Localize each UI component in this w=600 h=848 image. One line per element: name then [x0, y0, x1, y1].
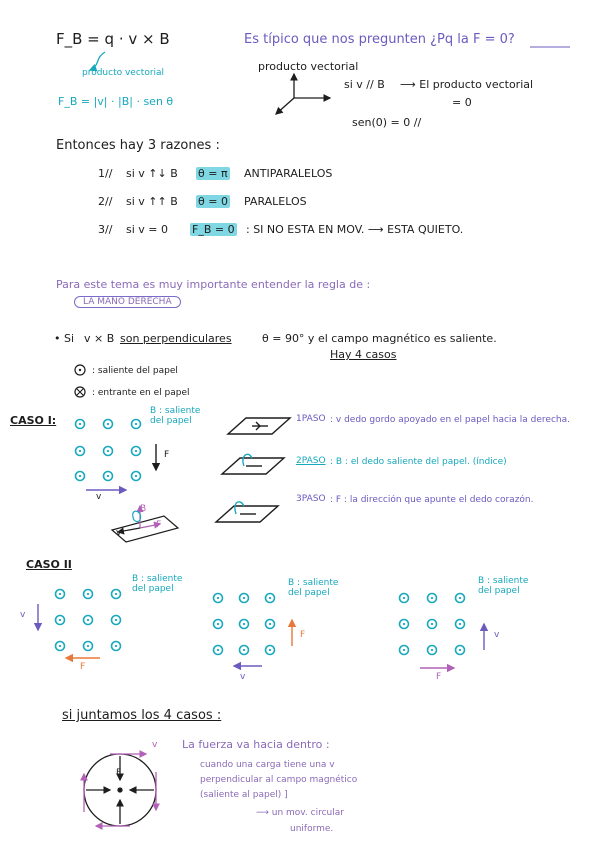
step2-tag: 2PASO — [296, 456, 326, 466]
razon-2-angle: θ = 0 — [198, 195, 228, 208]
step-plane-1 — [228, 418, 290, 434]
razon-3-result: : SI NO ESTA EN MOV. ⟶ ESTA QUIETO. — [246, 223, 464, 236]
parallel-result: ⟶ El producto vectorial — [400, 78, 534, 91]
caso1-title: CASO I: — [10, 414, 57, 427]
caso2-p1-f: F — [80, 662, 86, 672]
producto-vectorial-label: producto vectorial — [82, 68, 165, 78]
perp-vectors: v × B — [84, 332, 115, 345]
razon-3-num: 3// — [98, 223, 113, 236]
razon-1-cond: si v ↑↓ B — [126, 167, 178, 180]
razon-2-num: 2// — [98, 195, 113, 208]
hand-v-label: v — [116, 528, 122, 538]
razon-1-angle: θ = π — [198, 167, 228, 180]
razon-3-cond: si v = 0 — [126, 223, 169, 236]
step-plane-2 — [222, 454, 284, 474]
mano-intro: Para este tema es muy importante entender la regla de : — [56, 278, 371, 291]
equals-zero: = 0 — [452, 96, 472, 109]
perp-main: son perpendiculares — [120, 332, 232, 345]
caso2-b-label-1: B : saliente del papel — [132, 574, 183, 594]
legend-saliente-icon — [75, 365, 85, 375]
cases-count: Hay 4 casos — [330, 348, 397, 361]
perp-prefix: • Si — [54, 332, 75, 345]
caso1-field-grid — [76, 420, 141, 481]
pv-label: producto vectorial — [258, 60, 359, 73]
legend-saliente: : saliente del papel — [92, 366, 178, 376]
razon-1-result: ANTIPARALELOS — [244, 167, 333, 180]
step1-text: : v dedo gordo apoyado en el papel hacia la derecha. — [330, 415, 570, 425]
razon-2-cond: si v ↑↑ B — [126, 195, 178, 208]
juntamos-line1: La fuerza va hacia dentro : — [182, 738, 330, 751]
legend-entrante: : entrante en el papel — [92, 388, 190, 398]
circular-motion-diagram — [84, 754, 156, 826]
modulo-formula: F_B = |v| · |B| · sen θ — [58, 95, 174, 108]
razon-2-result: PARALELOS — [244, 195, 307, 208]
juntamos-title: si juntamos los 4 casos : — [62, 708, 222, 723]
circle-v-label: v — [152, 740, 158, 750]
parallel-condition: si v // B — [344, 78, 385, 91]
sin-zero: sen(0) = 0 // — [352, 116, 422, 129]
juntamos-line5: ⟶ un mov. circular — [256, 808, 344, 818]
caso1-v-label: v — [96, 492, 102, 502]
juntamos-line2: cuando una carga tiene una v — [200, 760, 335, 770]
circle-f-label: F — [116, 768, 122, 778]
juntamos-line3: perpendicular al campo magnético — [200, 775, 358, 785]
hand-diagram — [112, 506, 178, 542]
caso2-p3-v: v — [494, 630, 500, 640]
lorentz-formula: F_B = q · v × B — [56, 30, 170, 48]
caso2-panel3-grid — [400, 594, 465, 655]
juntamos-line4: (saliente al papel) ] — [200, 790, 288, 800]
caso2-panel2-grid — [214, 594, 275, 655]
mano-derecha-box: LA MANO DERECHA — [74, 296, 181, 308]
curl-arrow — [90, 52, 105, 70]
caso1-b-label: B : saliente del papel — [150, 406, 201, 426]
caso2-p3-f: F — [436, 672, 442, 682]
axes-3d-icon — [276, 74, 330, 114]
razon-3-angle: F_B = 0 — [192, 223, 235, 236]
step-plane-3 — [216, 502, 278, 522]
caso2-title: CASO II — [26, 558, 72, 571]
caso2-b-label-2: B : saliente del papel — [288, 578, 339, 598]
step3-tag: 3PASO — [296, 494, 326, 504]
caso2-p2-f: F — [300, 630, 306, 640]
juntamos-line6: uniforme. — [290, 824, 334, 834]
step2-text: : B : el dedo saliente del papel. (índice) — [330, 457, 507, 467]
caso2-p1-v: v — [20, 610, 26, 620]
caso2-p2-v: v — [240, 672, 246, 682]
step3-text: : F : la dirección que apunte el dedo corazón. — [330, 495, 534, 505]
razon-1-num: 1// — [98, 167, 113, 180]
caso1-f-label: F — [164, 450, 170, 460]
legend-entrante-icon — [75, 387, 85, 397]
hand-f-label: F — [156, 520, 162, 530]
hand-b-label: B — [140, 504, 147, 514]
perp-rest: θ = 90° y el campo magnético es saliente. — [262, 332, 497, 345]
caso2-b-label-3: B : saliente del papel — [478, 576, 529, 596]
razones-title: Entonces hay 3 razones : — [56, 138, 220, 153]
caso2-panel1-grid — [56, 590, 121, 651]
question-heading: Es típico que nos pregunten ¿Pq la F = 0? — [244, 32, 515, 47]
step1-tag: 1PASO — [296, 414, 326, 424]
